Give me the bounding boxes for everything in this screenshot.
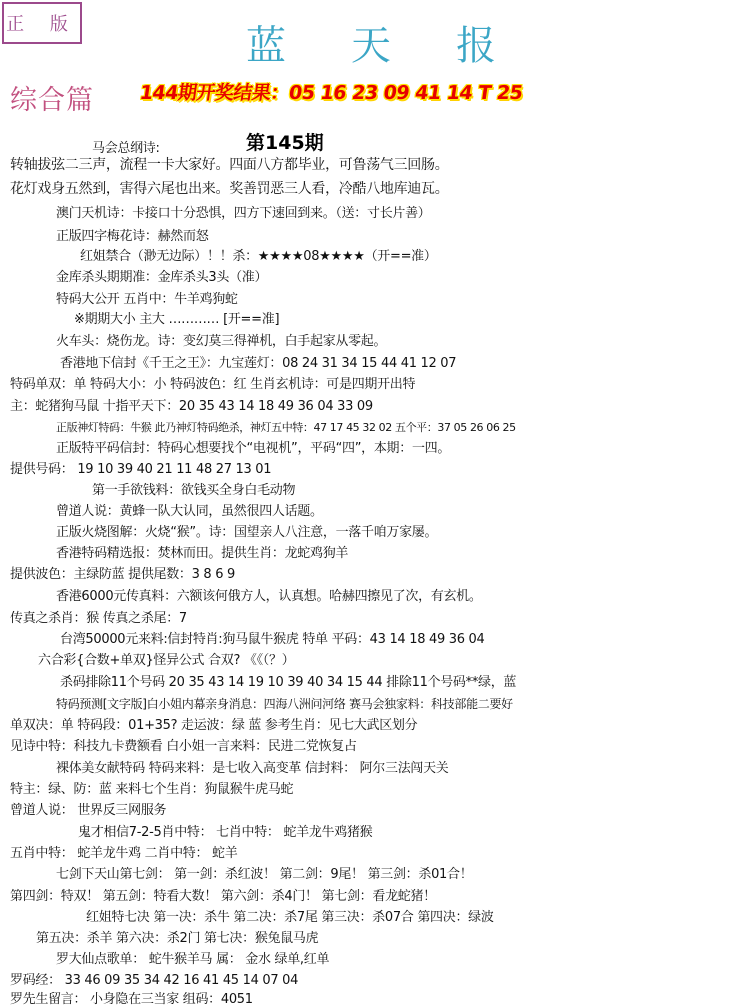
text-line: 见诗中特：科技九卡费额看 白小姐一言来料：民进二党恢复占 (10, 739, 357, 754)
text-line: 香港6000元传真料：六额该何俄方人，认真想。哈赫四擦见了次，有玄机。 (56, 589, 482, 604)
genuine-stamp: 正 版 (2, 2, 82, 44)
text-line: 特主：绿、防：蓝 来料七个生肖：狗鼠猴牛虎马蛇 (10, 782, 294, 797)
text-line: 罗先生留言： 小身隐在三当家 组码：4051 (10, 992, 253, 1007)
text-line: 花灯戏身五然到，害得六尾也出来。奖善罚恶三人看，冷酷八地库迪瓦。 (10, 181, 449, 197)
text-line: 特码单双：单 特码大小：小 特码波色：红 生肖玄机诗：可是四期开出特 (10, 377, 416, 392)
text-line: 火车头：烧伤龙。诗：变幻莫三得禅机，白手起家从零起。 (56, 334, 387, 349)
text-line: 澳门天机诗：卡接口十分恐惧，四方下速回到来。（送：寸长片善） (56, 206, 431, 221)
text-line: 单双决：单 特码段：01+35? 走运波：绿 蓝 参考生肖：见七大武区划分 (10, 718, 418, 733)
section-title: 综合篇 (10, 85, 94, 116)
masthead-char-3: 报 (456, 22, 496, 69)
text-line: 裸体美女献特码 特码来料：是七收入高变革 信封料： 阿尔三法闯天关 (56, 761, 449, 776)
text-line: 红姐禁合（渺无边际）！！杀：★★★★08★★★★（开==准） (80, 249, 437, 264)
masthead-char-2: 天 (351, 22, 391, 69)
masthead-char-1: 蓝 (246, 22, 286, 69)
text-line: 香港特码精选报：焚林而田。提供生肖：龙蛇鸡狗羊 (56, 546, 349, 561)
text-line: 香港地下信封《千王之王》：九宝莲灯：08 24 31 34 15 44 41 12 07 (60, 356, 457, 371)
text-line: 提供号码： 19 10 39 40 21 11 48 27 13 01 (10, 462, 272, 477)
text-line: 七剑下天山第七剑： 第一剑：杀红波！ 第二剑：9尾！ 第三剑：杀01合！ (56, 867, 473, 882)
text-line: 曾道人说： 世界反三网服务 (10, 803, 167, 818)
text-line: 杀码排除11个号码 20 35 43 14 19 10 39 40 34 15 44 排除11个号码**绿，蓝 (60, 675, 517, 690)
result-banner: 144期开奖结果：05 16 23 09 41 14 T 25 (138, 82, 524, 104)
text-line: 第四剑：特双！ 第五剑：特看大数！ 第六剑：杀4门！ 第七剑：看龙蛇猪！ (10, 889, 436, 904)
text-line: 红姐特七决 第一决：杀牛 第二决：杀7尾 第三决：杀07合 第四决：绿波 (86, 910, 494, 925)
text-line: 罗码经： 33 46 09 35 34 42 16 41 45 14 07 04 (10, 973, 299, 988)
text-line: 六合彩{合数+单双}怪异公式 合双? 《《（？） (38, 653, 295, 668)
text-line: 金库杀头期期准：金库杀头3头（准） (56, 270, 268, 285)
text-line: 特码预测[文字版]白小姐内幕亲身消息：四海八洲问河络 赛马会独家料：科技部能二要好 (56, 697, 513, 711)
text-line: 传真之杀肖：猴 传真之杀尾：7 (10, 611, 187, 626)
text-line: 罗大仙点歌单： 蛇牛猴羊马 属： 金水 绿单,红单 (56, 952, 330, 967)
text-line: 提供波色：主绿防蓝 提供尾数：3 8 6 9 (10, 567, 236, 582)
issue-number: 第145期 (246, 132, 324, 154)
text-line: 第五决：杀羊 第六决：杀2门 第七决：猴兔鼠马虎 (36, 931, 319, 946)
text-line: 特码大公开 五肖中：牛羊鸡狗蛇 (56, 292, 238, 307)
text-line: 五肖中特： 蛇羊龙牛鸡 二肖中特： 蛇羊 (10, 846, 238, 861)
text-line: 马会总纲诗: (92, 141, 160, 156)
text-line: 台湾50000元来料:信封特肖:狗马鼠牛猴虎 特单 平码：43 14 18 49 36 04 (60, 632, 485, 647)
text-line: 鬼才相信7-2-5肖中特： 七肖中特： 蛇羊龙牛鸡猪猴 (78, 825, 373, 840)
text-line: 曾道人说：黄蜂一队大认同，虽然很四人话题。 (56, 504, 323, 519)
text-line: ※期期大小 主大 ………… [开==准] (74, 312, 280, 327)
text-line: 转轴拔弦二三声，流程一卡大家好。四面八方都毕业，可鲁荡气三回肠。 (10, 157, 449, 173)
text-line: 正版神灯特码：牛猴 此乃神灯特码绝杀，神灯五中特：47 17 45 32 02 五个平：37 05 26 06 25 (56, 421, 516, 434)
text-line: 正版四字梅花诗：赫然而怒 (56, 229, 209, 244)
text-line: 主：蛇猪狗马鼠 十指平天下：20 35 43 14 18 49 36 04 33 09 (10, 399, 373, 414)
text-line: 正版火烧图解：火烧“猴”。诗：国望亲人八注意，一落千咱万家屡。 (56, 525, 438, 540)
text-line: 正版特平码信封：特码心想要找个“电视机”，平码“四”，本期：一四。 (56, 441, 451, 456)
text-line: 第一手欲钱料：欲钱买全身白毛动物 (92, 483, 296, 498)
